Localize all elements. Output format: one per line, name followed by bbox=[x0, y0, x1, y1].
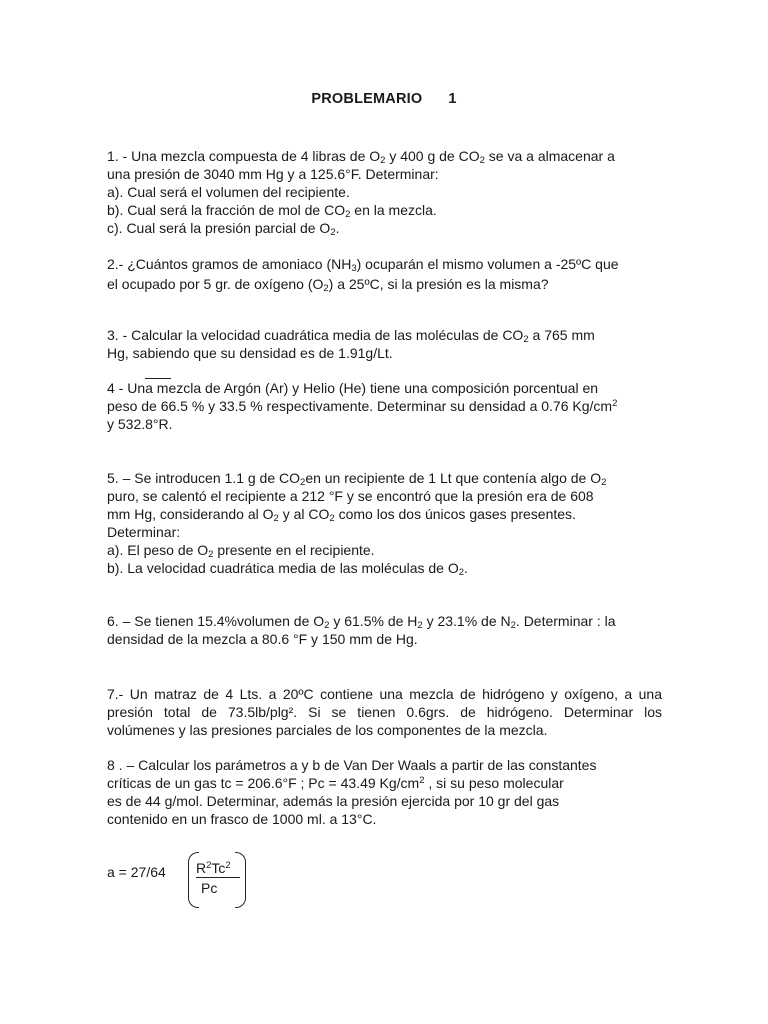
problem-3 bbox=[107, 326, 667, 362]
problem-1-item-c: c). Cual será la presión parcial de $O_2$. bbox=[107, 220, 340, 238]
problem-5-item-b: b). La velocidad cuadrática media de las moléculas de $O_2$. bbox=[107, 560, 468, 578]
problem-3-line-2: Hg, sabiendo que su densidad es de 1.91g/Lt. bbox=[107, 345, 393, 361]
title-text: PROBLEMARIO bbox=[311, 91, 423, 107]
problem-7 bbox=[107, 685, 667, 739]
problem-6-line-1: 6. – Se tienen 15.4%volumen de $O_2$ y 61.5% de $H_2$ y 23.1% de $N_2$. Determinar : la bbox=[107, 613, 616, 631]
page-title bbox=[0, 91, 768, 107]
problem-7-line-1: 7.- Un matraz de 4 Lts. a 20ºC contiene una mezcla de hidrógeno y oxígeno, a una bbox=[107, 686, 662, 702]
problem-5-line-4: Determinar: bbox=[107, 524, 181, 540]
problem-5-line-3: mm Hg, considerando al $O_2$ y al $CO_2$ como los dos únicos gases presentes. bbox=[107, 506, 576, 524]
problem-8-line-3: es de 44 g/mol. Determinar, además la presión ejercida por 10 gr del gas bbox=[107, 793, 560, 809]
problem-8-line-2: críticas de un gas tc = 206.6°F ; Pc = 43.49 $Kg/cm^2$ , si su peso molecular bbox=[107, 775, 564, 791]
problem-1-item-b: b). Cual será la fracción de mol de $CO_2$ en la mezcla. bbox=[107, 202, 437, 220]
van-der-waals-formula bbox=[107, 852, 307, 908]
formula-numerator: $R^2Tc^2$ bbox=[196, 860, 231, 876]
problem-4-line-2: peso de 66.5 % y 33.5 % respectivamente. Determinar su densidad a 0.76 $Kg/cm^2$ bbox=[107, 398, 618, 414]
formula-denominator: Pc bbox=[201, 880, 218, 896]
formula-lhs: a = 27/64 bbox=[107, 864, 166, 880]
problem-6 bbox=[107, 612, 667, 648]
problem-2 bbox=[107, 254, 667, 294]
problem-5 bbox=[107, 469, 667, 577]
problem-1-line-1: 1. - Una mezcla compuesta de 4 libras de $O_2$ y 400 g de $CO_2$ se va a almacenar a bbox=[107, 148, 615, 166]
problem-8-line-1: 8 . – Calcular los parámetros a y b de Van Der Waals a partir de las constantes bbox=[107, 757, 597, 773]
problem-4-line-3: y 532.8°R. bbox=[107, 416, 173, 432]
problem-5-line-1: 5. – Se introducen 1.1 g de $CO_2en$ un recipiente de 1 Lt que contenía algo de $O_2$ bbox=[107, 470, 607, 488]
problem-6-line-2: densidad de la mezcla a 80.6 °F y 150 mm de Hg. bbox=[107, 631, 418, 647]
problem-4 bbox=[107, 379, 667, 433]
problem-3-line-1: 3. - Calcular la velocidad cuadrática media de las moléculas de $CO_2$ a 765 mm bbox=[107, 327, 595, 345]
problem-4-line-1: 4 - Una mezcla de Argón (Ar) y Helio (He) tiene una composición porcentual en bbox=[107, 380, 599, 396]
fraction-bar bbox=[196, 877, 240, 878]
problem-1-item-a: a). Cual será el volumen del recipiente. bbox=[107, 184, 350, 200]
problem-5-item-a: a). El peso de $O_2$ presente en el recipiente. bbox=[107, 542, 375, 560]
problem-7-line-3: volúmenes y las presiones parciales de los componentes de la mezcla. bbox=[107, 722, 548, 738]
right-parenthesis bbox=[235, 852, 246, 908]
problem-8-line-4: contenido en un frasco de 1000 ml. a 13°C. bbox=[107, 811, 377, 827]
problem-7-line-2: presión total de 73.5lb/plg². Si se tienen 0.6grs. de hidrógeno. Determinar los bbox=[107, 704, 662, 720]
problem-8 bbox=[107, 756, 667, 828]
title-number: 1 bbox=[448, 91, 457, 107]
problem-1-line-2: una presión de 3040 mm Hg y a 125.6°F. Determinar: bbox=[107, 166, 439, 182]
problem-5-line-2: puro, se calentó el recipiente a 212 °F y se encontró que la presión era de 608 bbox=[107, 488, 594, 504]
problem-2-line-2: el ocupado por 5 gr. de oxígeno $(O_2)$ a 25ºC, si la presión es la misma? bbox=[107, 276, 549, 294]
problem-1 bbox=[107, 147, 667, 237]
problem-2-line-1: 2.- ¿Cuántos gramos de amoniaco $(NH_3)$ ocuparán el mismo volumen a -25ºC que bbox=[107, 256, 619, 274]
